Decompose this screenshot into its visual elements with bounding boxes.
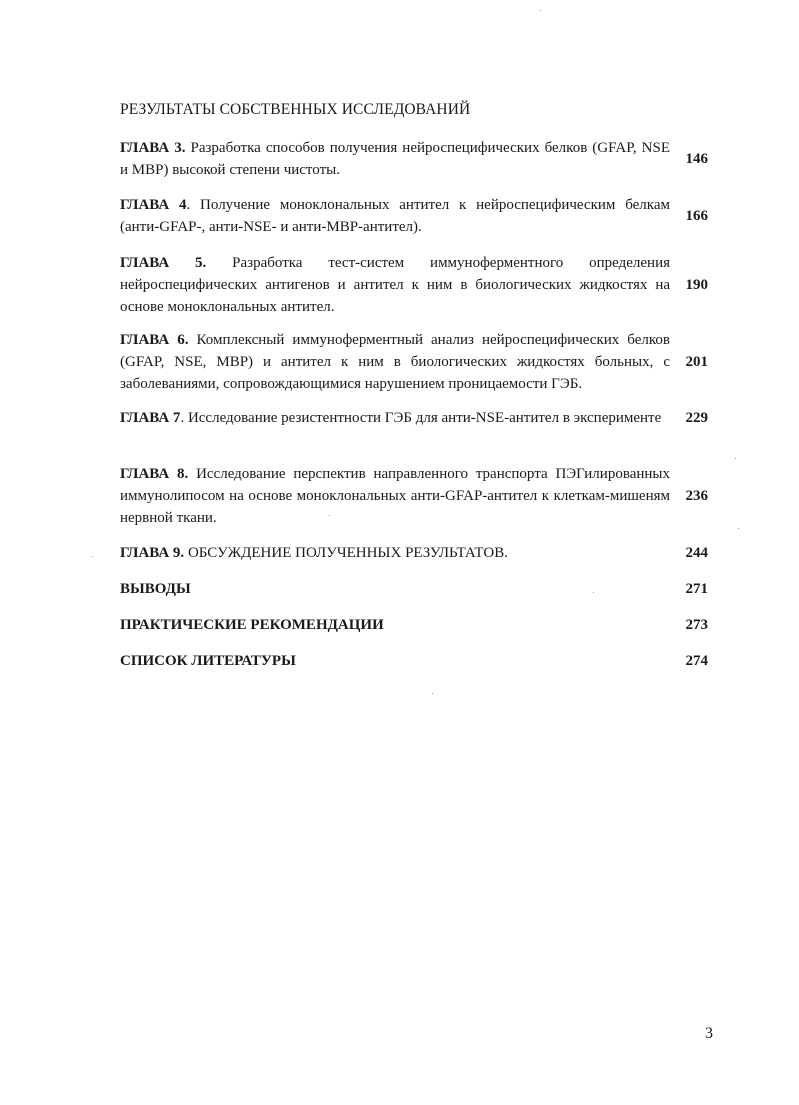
toc-entry-page: 146 bbox=[685, 150, 708, 167]
toc-entry-label: ВЫВОДЫ bbox=[120, 581, 191, 597]
toc-entry-conclusions[interactable] bbox=[120, 578, 710, 600]
toc-entry-label: ГЛАВА 6. bbox=[120, 332, 189, 348]
toc-entry-title: ОБСУЖДЕНИЕ ПОЛУЧЕННЫХ РЕЗУЛЬТАТОВ. bbox=[184, 545, 508, 561]
toc-entry-text bbox=[120, 252, 670, 318]
scan-speck bbox=[329, 515, 330, 516]
toc-entry-title: Разработка тест-систем иммуноферментного определения нейроспецифических антигенов и антител к ним в биологических жидкостях на основе моноклональных антител. bbox=[120, 255, 671, 315]
scan-speck bbox=[92, 556, 93, 557]
toc-entry-text bbox=[120, 137, 670, 181]
toc-entry-text bbox=[120, 329, 670, 395]
toc-entry-text bbox=[120, 650, 670, 672]
toc-entry-label: СПИСОК ЛИТЕРАТУРЫ bbox=[120, 653, 296, 669]
toc-entry-label: ГЛАВА 3. bbox=[120, 140, 186, 156]
scan-speck bbox=[738, 528, 739, 529]
toc-entry-title: Комплексный иммуноферментный анализ нейроспецифических белков (GFAP, NSE, MBP) и антител к ним в биологических жидкостях больных, с заболеваниями, сопровождающимися нарушением проницаемости ГЭБ. bbox=[120, 332, 670, 392]
toc-entry-chapter-9[interactable] bbox=[120, 542, 710, 564]
toc-entry-recommendations[interactable] bbox=[120, 614, 710, 636]
toc-entry-text bbox=[120, 194, 670, 238]
toc-entry-title: . Получение моноклональных антител к нейроспецифическим белкам (анти-GFAP-, анти-NSE- и анти-MBP-антител). bbox=[120, 197, 670, 235]
toc-entry-label: ГЛАВА 4 bbox=[120, 197, 187, 213]
toc-entry-label: ГЛАВА 8. bbox=[120, 466, 189, 482]
toc-entry-label: ГЛАВА 7 bbox=[120, 410, 181, 426]
scan-speck bbox=[432, 693, 433, 694]
page-number: 3 bbox=[705, 1025, 713, 1042]
toc-entry-label: ГЛАВА 5. bbox=[120, 255, 207, 271]
toc-entry-page: 190 bbox=[685, 276, 708, 293]
toc-entry-page: 274 bbox=[685, 652, 708, 669]
toc-entry-text bbox=[120, 463, 670, 529]
toc-entry-text bbox=[120, 407, 670, 429]
toc-entry-page: 229 bbox=[685, 409, 708, 426]
toc-entry-chapter-8[interactable] bbox=[120, 463, 710, 529]
toc-entry-page: 166 bbox=[685, 207, 708, 224]
toc-entry-text bbox=[120, 578, 670, 600]
toc-entry-page: 236 bbox=[685, 487, 708, 504]
toc-entry-title: Разработка способов получения нейроспецифических белков (GFAP, NSE и MBP) высокой степени чистоты. bbox=[120, 140, 670, 178]
toc-entry-label: ГЛАВА 9. bbox=[120, 545, 185, 561]
toc-entry-label: ПРАКТИЧЕСКИЕ РЕКОМЕНДАЦИИ bbox=[120, 617, 384, 633]
toc-entry-chapter-3[interactable] bbox=[120, 137, 710, 181]
toc-entry-chapter-5[interactable] bbox=[120, 252, 710, 318]
scan-speck bbox=[593, 592, 594, 593]
toc-entry-page: 273 bbox=[685, 616, 708, 633]
toc-entry-page: 201 bbox=[685, 353, 708, 370]
section-heading: РЕЗУЛЬТАТЫ СОБСТВЕННЫХ ИССЛЕДОВАНИЙ bbox=[120, 101, 471, 118]
toc-entry-chapter-6[interactable] bbox=[120, 329, 710, 395]
toc-entry-page: 271 bbox=[685, 580, 708, 597]
scan-speck bbox=[540, 10, 541, 11]
toc-entry-chapter-7[interactable] bbox=[120, 407, 710, 429]
toc-entry-text bbox=[120, 542, 670, 564]
toc-entry-chapter-4[interactable] bbox=[120, 194, 710, 238]
toc-entry-title: . Исследование резистентности ГЭБ для анти-NSE-антител в эксперименте bbox=[180, 410, 662, 426]
toc-entry-references[interactable] bbox=[120, 650, 710, 672]
toc-entry-title: Исследование перспектив направленного транспорта ПЭГилированных иммунолипосом на основе моноклональных анти-GFAP-антител к клеткам-мишеням нервной ткани. bbox=[120, 466, 670, 526]
toc-entry-page: 244 bbox=[685, 544, 708, 561]
scan-speck bbox=[735, 458, 736, 459]
toc-entry-text bbox=[120, 614, 670, 636]
